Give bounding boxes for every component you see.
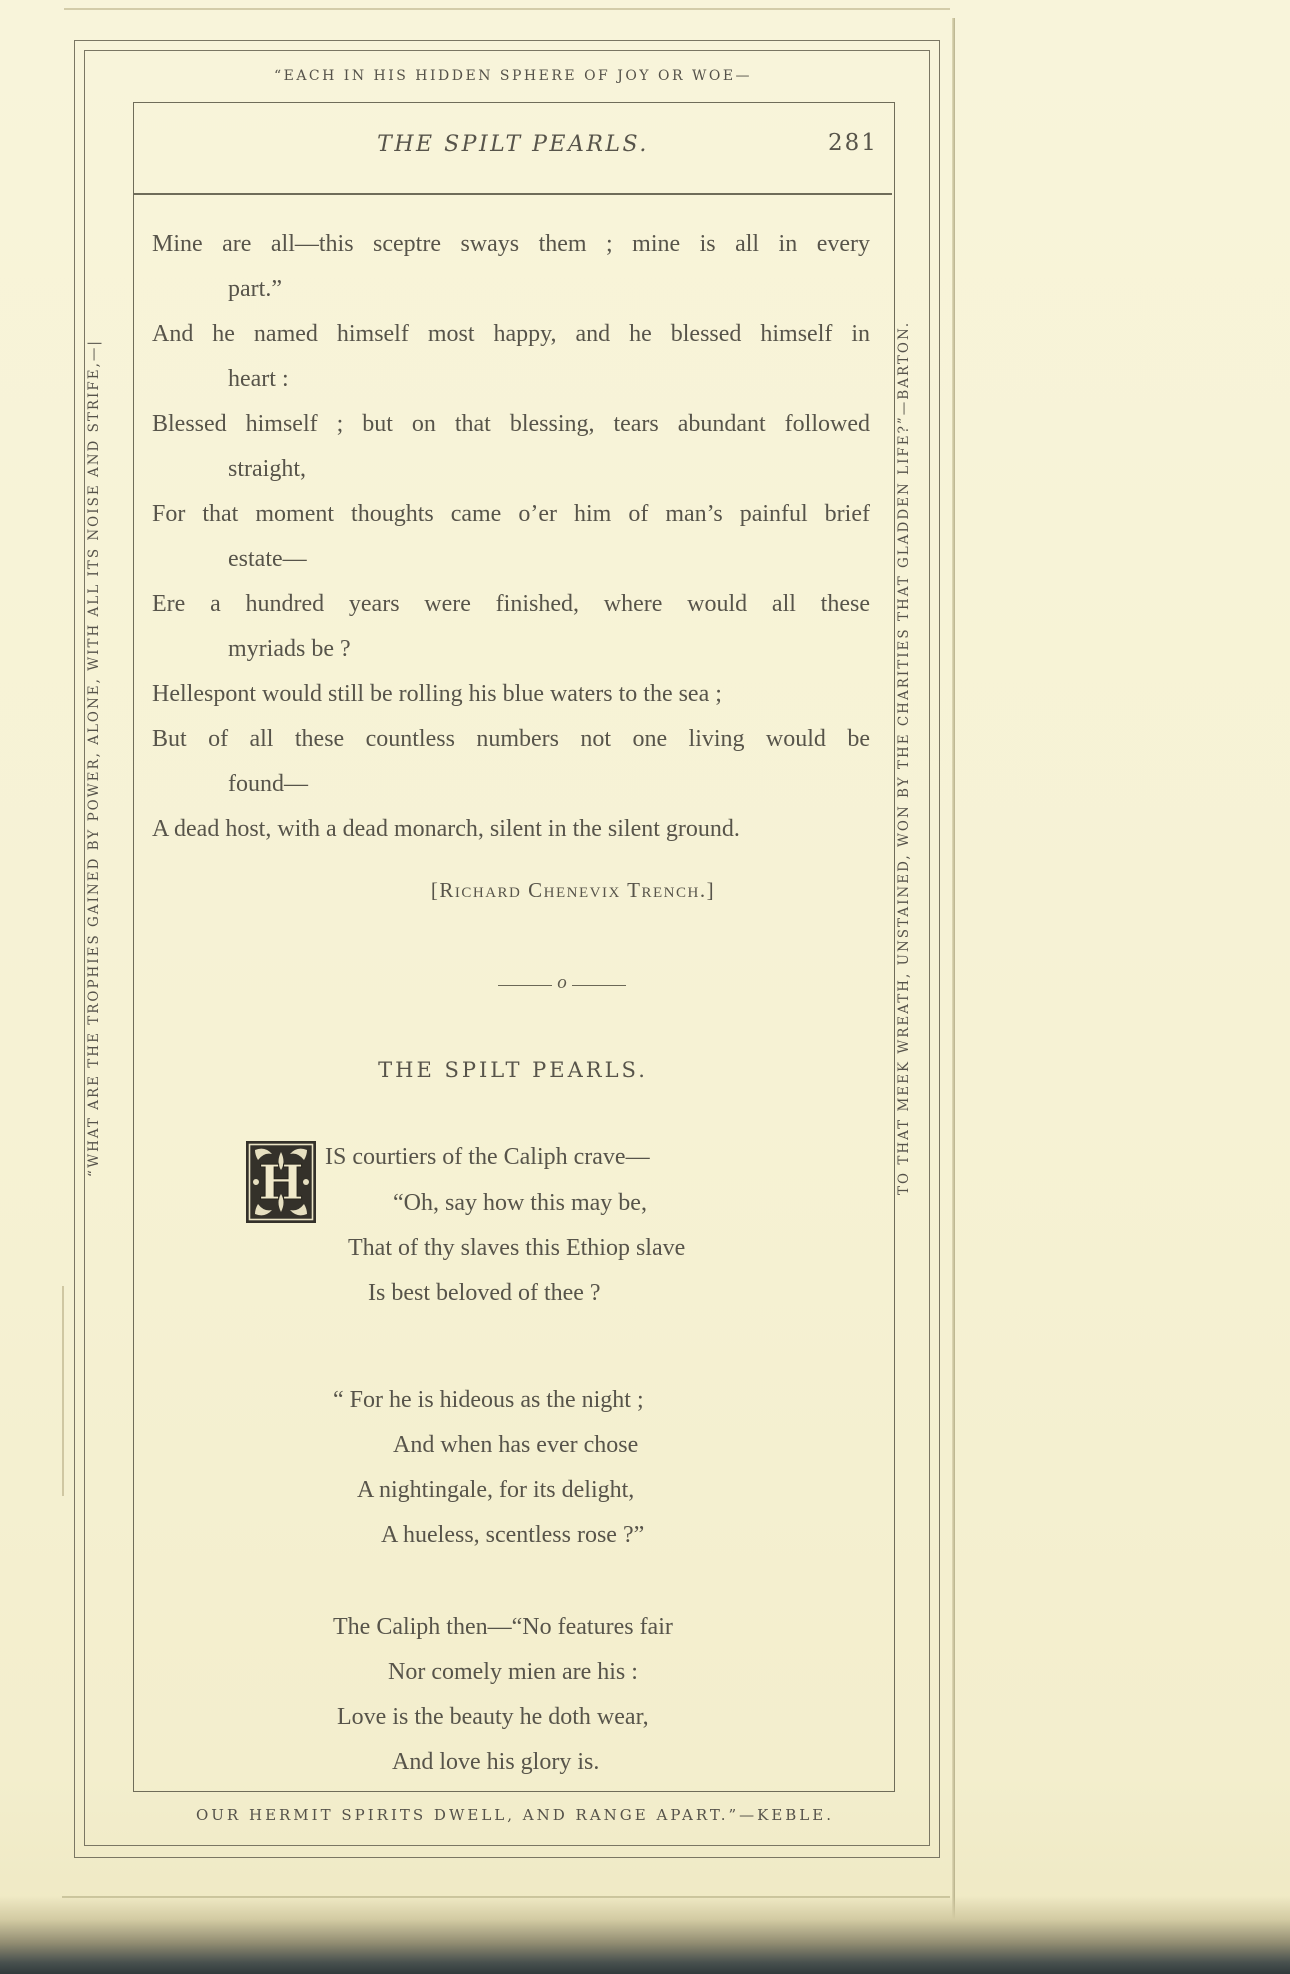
stanza-line: Love is the beauty he doth wear, <box>337 1704 649 1730</box>
stanza-line: And love his glory is. <box>392 1749 600 1775</box>
divider-rule <box>498 985 552 987</box>
right-margin-quote: TO THAT MEEK WREATH, UNSTAINED, WON BY THE CHARITIES THAT GLADDEN LIFE?”—BARTON. <box>896 320 912 1196</box>
stanza-line: Nor comely mien are his : <box>388 1659 638 1685</box>
stanza-line: A hueless, scentless rose ?” <box>381 1522 645 1548</box>
stanza-line: A nightingale, for its delight, <box>357 1477 635 1503</box>
poem-line: For that moment thoughts came o’er him of man’s painful brief <box>152 501 870 527</box>
poem-line: But of all these countless numbers not one living would be <box>152 726 870 752</box>
title-rule <box>134 193 892 195</box>
page-top-edge <box>64 8 950 10</box>
poem-title: THE SPILT PEARLS. <box>378 1058 648 1082</box>
stanza-line: “Oh, say how this may be, <box>393 1190 647 1216</box>
section-divider <box>498 972 626 995</box>
poem-line: heart : <box>228 366 289 392</box>
poem-line: Mine are all—this sceptre sways them ; mine is all in every <box>152 231 870 257</box>
stanza-line: That of thy slaves this Ethiop slave <box>348 1235 686 1261</box>
poem-line: And he named himself most happy, and he blessed himself in <box>152 321 870 347</box>
stanza-line: And when has ever chose <box>393 1432 639 1458</box>
poem-line: Hellespont would still be rolling his blue waters to the sea ; <box>152 681 722 707</box>
poem-line: found— <box>228 771 308 797</box>
drop-cap-initial <box>245 1140 317 1224</box>
poem-line: part.” <box>228 276 282 302</box>
poem-line: Blessed himself ; but on that blessing, tears abundant followed <box>152 411 870 437</box>
running-title: THE SPILT PEARLS. <box>377 132 649 157</box>
poem-line: myriads be ? <box>228 636 351 662</box>
header-quote: “EACH IN HIS HIDDEN SPHERE OF JOY OR WOE— <box>273 68 753 84</box>
stanza-line: IS courtiers of the Caliph crave— <box>325 1144 650 1170</box>
footer-quote: OUR HERMIT SPIRITS DWELL, AND RANGE APART.”—KEBLE. <box>195 1806 834 1824</box>
page-number: 281 <box>828 130 878 156</box>
stanza-line: “ For he is hideous as the night ; <box>333 1387 644 1413</box>
drop-cap-letter: H <box>258 1155 304 1211</box>
divider-ornament: o <box>557 972 567 993</box>
divider-rule <box>572 985 626 987</box>
poem-line: A dead host, with a dead monarch, silent in the silent ground. <box>152 816 740 842</box>
left-margin-quote: “WHAT ARE THE TROPHIES GAINED BY POWER, ALONE, WITH ALL ITS NOISE AND STRIFE,—| <box>86 339 102 1177</box>
poem-line: Ere a hundred years were finished, where would all these <box>152 591 870 617</box>
underlying-page-edge <box>62 1286 64 1496</box>
poem-line: estate— <box>228 546 307 572</box>
poem-attribution: [Richard Chenevix Trench.] <box>430 878 716 902</box>
page-right-edge <box>952 18 955 1926</box>
stanza-line: The Caliph then—“No features fair <box>333 1614 673 1640</box>
scanner-edge-band <box>0 1896 1290 1974</box>
poem-trench-excerpt <box>152 222 870 852</box>
stanza-line: Is best beloved of thee ? <box>368 1280 601 1306</box>
poem-line: straight, <box>228 456 306 482</box>
